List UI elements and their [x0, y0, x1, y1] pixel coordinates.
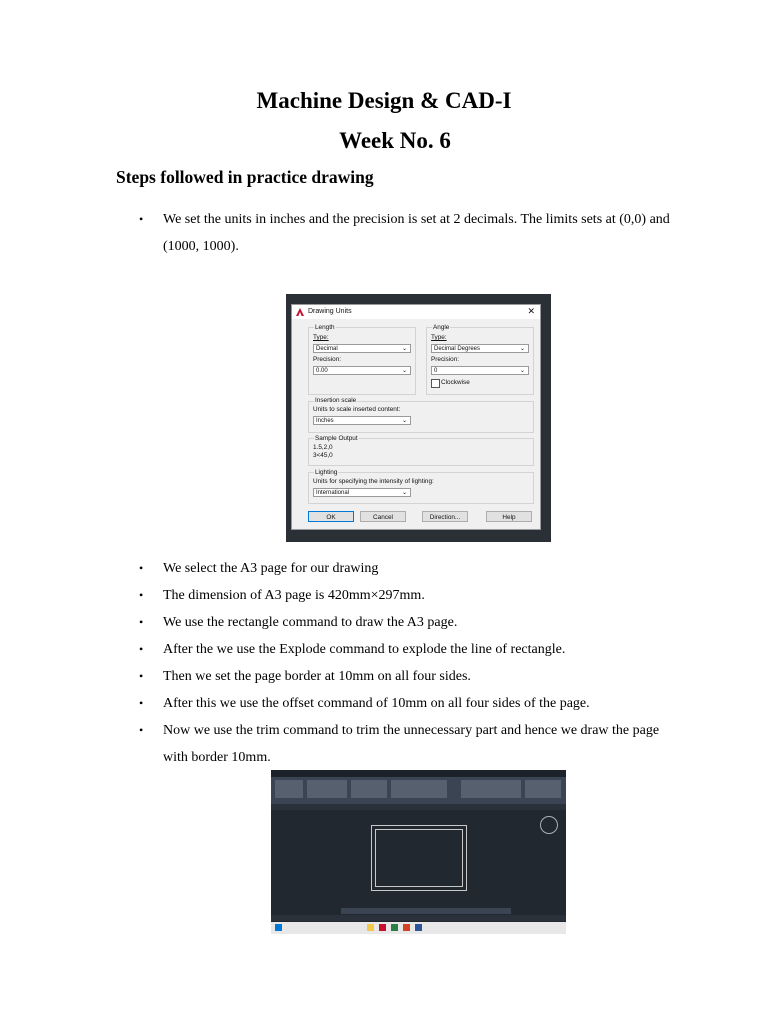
layers-panel: [391, 780, 447, 798]
length-group-label: Length: [315, 324, 335, 331]
status-bar: [271, 915, 566, 921]
lighting-group-label: Lighting: [315, 469, 338, 476]
list-item-text: The dimension of A3 page is 420mm×297mm.: [163, 588, 425, 603]
bullet-icon: •: [139, 723, 144, 737]
list-item: [0, 206, 683, 260]
sample-output-line-1: 1.5,2,0: [313, 444, 333, 451]
chevron-down-icon: ⌄: [401, 418, 407, 424]
bullet-icon: •: [139, 696, 144, 710]
taskbar-app-icon: [415, 924, 422, 931]
length-precision-select[interactable]: 0.00 ⌄: [313, 366, 411, 375]
sample-output-label: Sample Output: [315, 435, 358, 442]
list-item: [0, 717, 683, 771]
bullet-icon: •: [139, 615, 144, 629]
bullet-icon: •: [139, 642, 144, 656]
autocad-screenshot: [271, 770, 566, 934]
insertion-units-select[interactable]: Inches ⌄: [313, 416, 411, 425]
angle-type-select[interactable]: Decimal Degrees ⌄: [431, 344, 529, 353]
close-icon[interactable]: ✕: [527, 306, 535, 316]
application-titlebar: [271, 770, 566, 777]
clockwise-label: Clockwise: [441, 379, 470, 386]
document-title: Machine Design & CAD-I: [256, 88, 512, 113]
angle-precision-select[interactable]: 0 ⌄: [431, 366, 529, 375]
ribbon-toolbar: [271, 777, 566, 804]
command-line: [341, 908, 511, 914]
chevron-down-icon: ⌄: [401, 368, 407, 374]
drawing-units-dialog: [291, 304, 541, 530]
page-border: [375, 829, 463, 887]
taskbar-app-icon: [391, 924, 398, 931]
length-type-label: Type:: [313, 334, 329, 341]
list-item-text: We set the units in inches and the precision is set at 2 decimals. The limits sets at (0,0) and (1000, 1000).: [163, 212, 670, 254]
ok-button[interactable]: OK: [308, 511, 354, 522]
angle-type-label: Type:: [431, 334, 447, 341]
clockwise-checkbox[interactable]: [431, 379, 440, 388]
cancel-button[interactable]: Cancel: [360, 511, 406, 522]
viewcube-icon: [540, 816, 558, 834]
length-type-select[interactable]: Decimal ⌄: [313, 344, 411, 353]
bullet-icon: •: [139, 561, 144, 575]
chevron-down-icon: ⌄: [519, 368, 525, 374]
list-item-text: We use the rectangle command to draw the A3 page.: [163, 615, 458, 630]
list-item-text: After the we use the Explode command to explode the line of rectangle.: [163, 642, 566, 657]
list-item: [0, 555, 683, 582]
length-precision-label: Precision:: [313, 356, 342, 363]
list-item-text: We select the A3 page for our drawing: [163, 561, 379, 576]
autocad-logo-icon: [296, 308, 304, 316]
modify-panel: [307, 780, 347, 798]
bullet-list-steps: [0, 555, 683, 771]
annotation-panel: [351, 780, 387, 798]
sample-output-line-2: 3<45,0: [313, 452, 333, 459]
drawing-units-screenshot: [286, 294, 551, 542]
insertion-units-label: Units to scale inserted content:: [313, 406, 401, 413]
list-item: [0, 609, 683, 636]
angle-group-label: Angle: [433, 324, 450, 331]
bullet-list-units: [0, 206, 683, 260]
file-explorer-icon: [367, 924, 374, 931]
bullet-icon: •: [139, 588, 144, 602]
utilities-panel: [525, 780, 561, 798]
direction-button[interactable]: Direction...: [422, 511, 468, 522]
dialog-titlebar: [292, 305, 540, 319]
a3-page-rectangle: [371, 825, 467, 891]
bullet-icon: •: [139, 669, 144, 683]
list-item: [0, 582, 683, 609]
list-item: [0, 690, 683, 717]
chevron-down-icon: ⌄: [401, 346, 407, 352]
drawing-tabs: [271, 804, 566, 810]
lighting-units-label: Units for specifying the intensity of lighting:: [313, 478, 434, 485]
list-item-text: Now we use the trim command to trim the unnecessary part and hence we draw the page with border 10mm.: [163, 723, 660, 765]
dialog-title: Drawing Units: [308, 308, 352, 315]
list-item: [0, 636, 683, 663]
chevron-down-icon: ⌄: [401, 490, 407, 496]
chevron-down-icon: ⌄: [519, 346, 525, 352]
section-heading: Steps followed in practice drawing: [116, 167, 374, 187]
draw-panel: [275, 780, 303, 798]
windows-start-icon: [275, 924, 282, 931]
properties-panel: [461, 780, 521, 798]
week-number: Week No. 6: [339, 128, 451, 153]
list-item-text: After this we use the offset command of 10mm on all four sides of the page.: [163, 696, 590, 711]
list-item-text: Then we set the page border at 10mm on all four sides.: [163, 669, 471, 684]
list-item: [0, 663, 683, 690]
bullet-icon: •: [139, 212, 144, 226]
autocad-taskbar-icon: [379, 924, 386, 931]
help-button[interactable]: Help: [486, 511, 532, 522]
lighting-units-select[interactable]: International ⌄: [313, 488, 411, 497]
taskbar-app-icon: [403, 924, 410, 931]
insertion-scale-label: Insertion scale: [315, 397, 357, 404]
sample-output-group: [308, 438, 534, 466]
angle-precision-label: Precision:: [431, 356, 460, 363]
